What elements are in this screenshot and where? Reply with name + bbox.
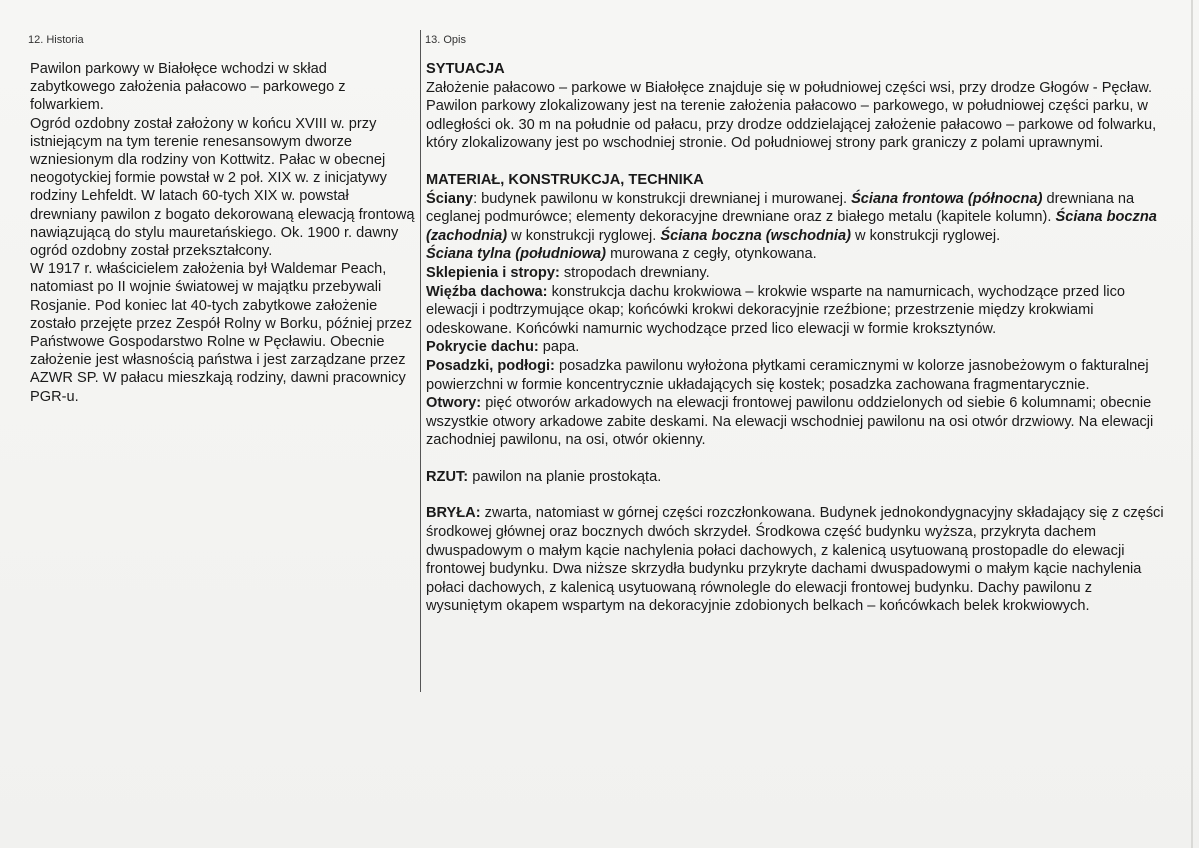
description-column bbox=[426, 60, 1166, 616]
roof-truss-paragraph bbox=[426, 283, 1166, 339]
roof-truss-text: konstrukcja dachu krokwiowa – krokwie wsparte na namurnicach, wychodzące przed lico elewacji i podtrzymujące okap; końcówki krokwi dekoracyjnie rzeźbione; przestrzenie między krokwiami odeskowane. Końcówki namurnic wychodzące przed lico elewacji w formie kroksztynów. bbox=[426, 283, 1126, 337]
floors-label: Posadzki, podłogi: bbox=[426, 357, 555, 374]
rear-wall-paragraph bbox=[426, 245, 1166, 264]
section-heading-history: 12. Historia bbox=[28, 34, 84, 46]
sciany-label: Ściany bbox=[426, 190, 474, 207]
floors-text: posadzka pawilonu wyłożona płytkami ceramicznymi w kolorze jasnobeżowym o fakturalnej powierzchni w formie koncentrycznie układających się kostek; posadzka zachowana fragmentarycznie. bbox=[426, 357, 1149, 393]
history-paragraph: Ogród ozdobny został założony w końcu XVIII w. przy istniejącym na tym terenie renesansowym dworze wzniesionym dla rodziny von Kottwitz. Pałac w obecnej neogotyckiej formie powstał w 2 poł. XIX w. z inicjatywy rodziny Lehfeldt. W latach 60-tych XIX w. powstał drewniany pawilon z bogato dekorowaną elewacją frontową nawiązującą do stylu mauretańskiego. Ok. 1900 r. dawny ogród ozdobny został przekształcony. bbox=[30, 115, 415, 260]
openings-paragraph bbox=[426, 394, 1166, 450]
vaults-paragraph bbox=[426, 264, 1166, 283]
front-wall-label: Ściana frontowa (północna) bbox=[851, 190, 1043, 207]
history-paragraph: Pawilon parkowy w Białołęce wchodzi w skład zabytkowego założenia pałacowo – parkowego z folwarkiem. bbox=[30, 61, 346, 114]
material-heading: MATERIAŁ, KONSTRUKCJA, TECHNIKA bbox=[426, 171, 704, 188]
plan-text: pawilon na planie prostokąta. bbox=[468, 468, 662, 485]
roofing-label: Pokrycie dachu: bbox=[426, 339, 539, 356]
roofing-paragraph bbox=[426, 338, 1166, 357]
column-divider bbox=[420, 30, 421, 692]
roof-truss-label: Więźba dachowa: bbox=[426, 283, 548, 300]
openings-label: Otwory: bbox=[426, 395, 482, 412]
massing-label: BRYŁA: bbox=[426, 505, 481, 522]
plan-label: RZUT: bbox=[426, 468, 469, 485]
west-wall-text: w konstrukcji ryglowej. bbox=[507, 227, 661, 244]
sytuacja-text: Założenie pałacowo – parkowe w Białołęce znajduje się w południowej części wsi, przy drodze Głogów - Pęcław. Pawilon parkowy zlokalizowany jest na terenie założenia pałacowo – parkowego, w południowej części parku, w odległości ok. 30 m na południe od pałacu, przy drodze oddzielającej założenie pałacowo – parkowe od folwarku, który zlokalizowany jest po wschodniej stronie. Od południowej strony park graniczy z polami uprawnymi. bbox=[426, 79, 1157, 152]
roofing-text: papa. bbox=[538, 339, 580, 356]
vaults-label: Sklepienia i stropy: bbox=[426, 264, 560, 281]
history-column bbox=[30, 60, 416, 406]
plan-paragraph bbox=[426, 468, 1166, 487]
rear-wall-label: Ściana tylna (południowa) bbox=[426, 246, 607, 263]
openings-text: pięć otworów arkadowych na elewacji frontowej pawilonu oddzielonych od siebie 6 kolumnami; obecnie wszystkie otwory arkadowe zabite deskami. Na elewacji wschodniej pawilonu na osi otwór drzwiowy. Na elewacji zachodniej pawilonu, na osi, otwór okienny. bbox=[426, 395, 1154, 449]
sytuacja-heading: SYTUACJA bbox=[426, 61, 505, 77]
rear-wall-text: murowana z cegły, otynkowana. bbox=[606, 246, 817, 263]
east-wall-label: Ściana boczna (wschodnia) bbox=[660, 227, 851, 244]
history-paragraph: W 1917 r. właścicielem założenia był Waldemar Peach, natomiast po II wojnie światowej w majątku przebywali Rosjanie. Pod koniec lat 40-tych zabytkowe założenie zostało przejęte przez Zespół Rolny w Borku, później przez Państwowe Gospodarstwo Rolne w Pęcławiu. Obecnie założenie jest własnością państwa i jest zarządzane przez AZWR SP. W pałacu mieszkają rodziny, dawni pracownicy PGR-u. bbox=[30, 261, 413, 405]
front-wall-text: drewniana na ceglanej podmurówce; elementy dekoracyjne drewniane oraz z białego metalu (kapitele kolumn). bbox=[426, 190, 1135, 226]
east-wall-text: w konstrukcji ryglowej. bbox=[850, 227, 1001, 244]
west-wall-label: Ściana boczna (zachodnia) bbox=[426, 209, 1157, 244]
sciany-text: : budynek pawilonu w konstrukcji drewnianej i murowanej. bbox=[473, 190, 852, 207]
floors-paragraph bbox=[426, 357, 1166, 394]
section-heading-description: 13. Opis bbox=[425, 34, 466, 46]
massing-text: zwarta, natomiast w górnej części rozczłonkowana. Budynek jednokondygnacyjny składający się z części środkowej głównej oraz bocznych dwóch skrzydeł. Środkowa część budynku wyższa, przykryta dachem dwuspadowym o małym kącie nachylenia połaci dachowych, z kalenicą usytuowaną prostopadle do elewacji frontowej budynku. Dwa niższe skrzydła budynku przykryte dachami dwuspadowymi o małym kącie nachylenia połaci dachowych, z kalenicą usytuowaną równolegle do elewacji frontowej budynku. Dachy pawilonu z wysuniętym okapem wspartym na dekoracyjnie zdobionych belkach – końcówkach belek krokwiowych. bbox=[426, 505, 1164, 615]
vaults-text: stropodach drewniany. bbox=[559, 264, 710, 281]
sciany-paragraph bbox=[426, 190, 1166, 246]
page-edge bbox=[1191, 0, 1193, 848]
massing-paragraph bbox=[426, 504, 1166, 616]
